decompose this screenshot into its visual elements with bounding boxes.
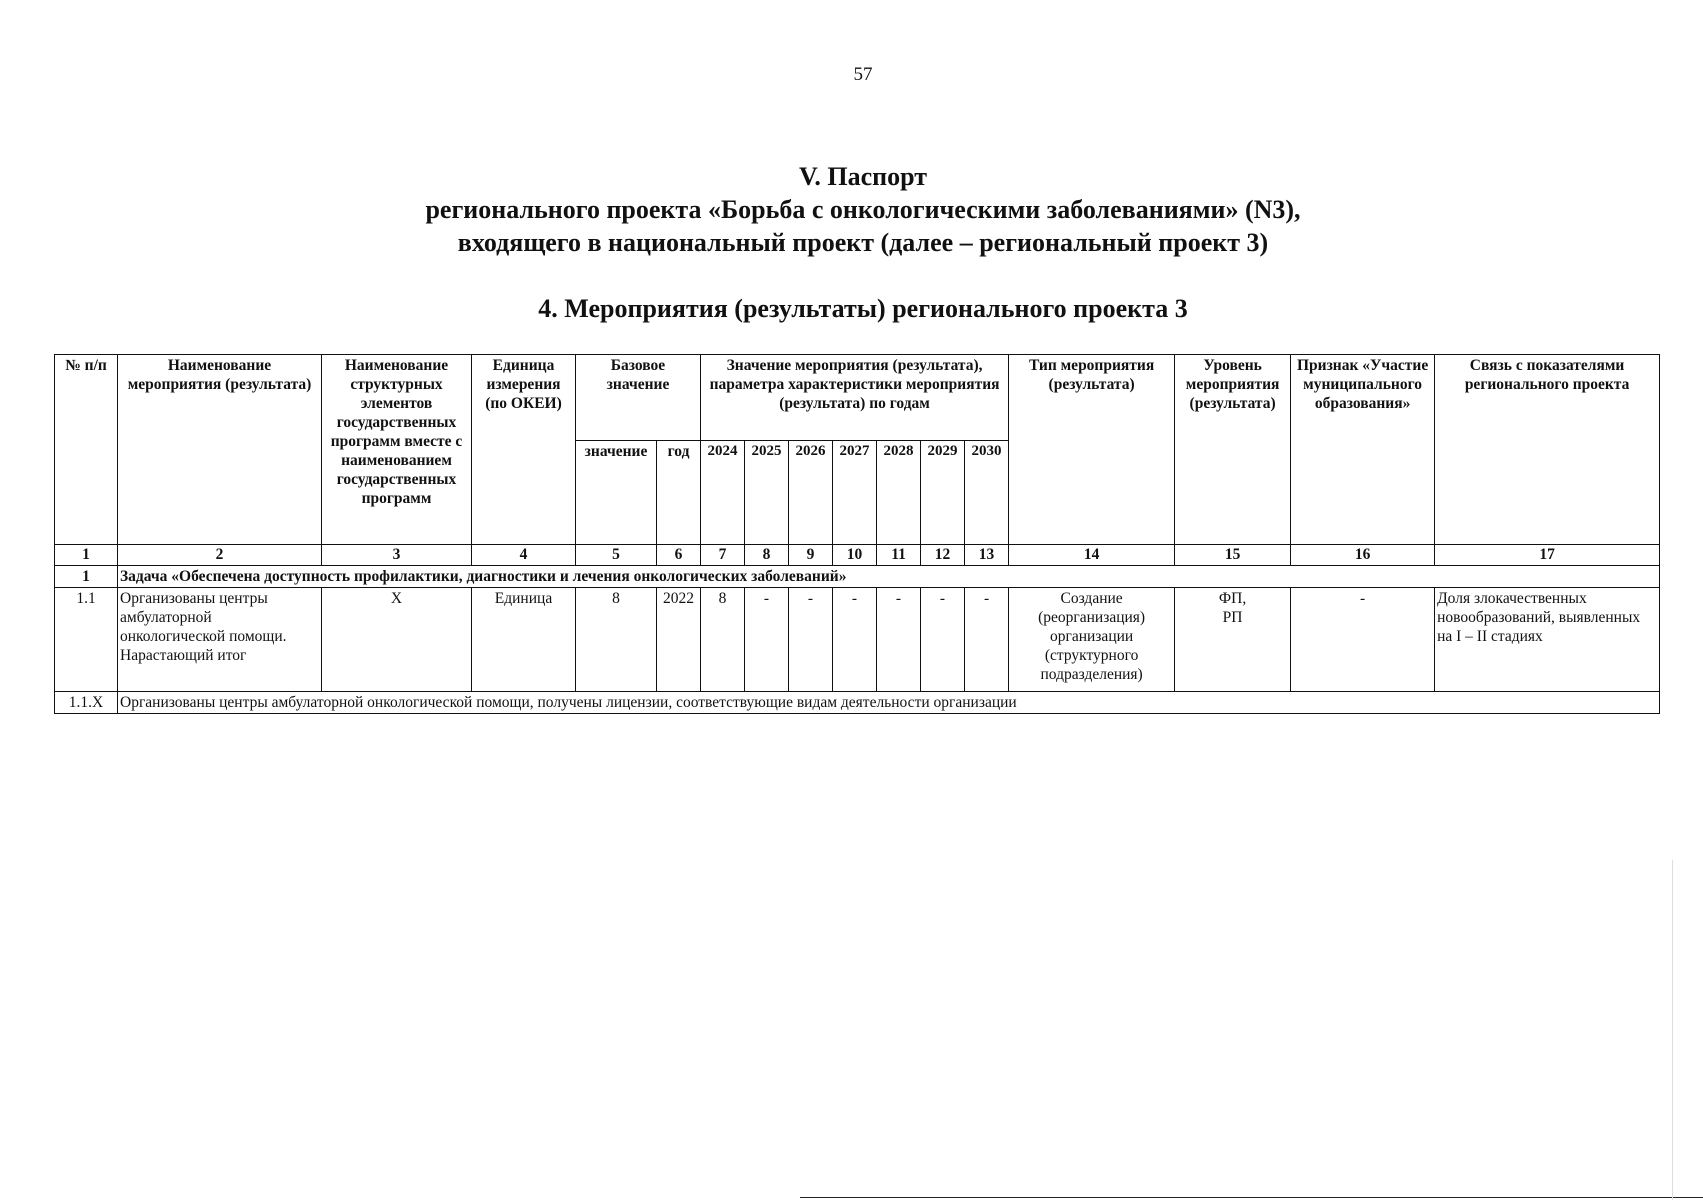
measures-table [54, 354, 1660, 714]
column-number: 7 [701, 545, 745, 566]
column-number: 14 [1009, 545, 1175, 566]
title-line-3: входящего в национальный проект (далее – региональный проект 3) [457, 228, 1269, 257]
task-text: Задача «Обеспечена доступность профилактики, диагностики и лечения онкологических заболеваний» [118, 566, 1660, 588]
row-num: 1.1 [55, 588, 118, 692]
row-level-line-1: ФП, [1218, 590, 1247, 607]
header-year: 2026 [789, 441, 833, 545]
column-number: 9 [789, 545, 833, 566]
header-values-by-year: Значение мероприятия (результата), параметра характеристики мероприятия (результата) по годам [701, 355, 1009, 441]
header-indicator-link: Связь с показателями регионального проекта [1435, 355, 1660, 545]
header-year: 2028 [877, 441, 921, 545]
header-structural-elements: Наименование структурных элементов государственных программ вместе с наименованием государственных программ [322, 355, 472, 545]
row-year-value: 8 [701, 588, 745, 692]
row-base-value: 8 [576, 588, 657, 692]
column-number: 5 [576, 545, 657, 566]
row-unit: Единица [472, 588, 576, 692]
column-number: 1 [55, 545, 118, 566]
column-number: 13 [965, 545, 1009, 566]
header-level: Уровень мероприятия (результата) [1175, 355, 1291, 545]
column-number: 15 [1175, 545, 1291, 566]
row-type: Создание (реорганизация) организации (структурного подразделения) [1009, 588, 1175, 692]
row-year-value: - [789, 588, 833, 692]
row-indicator-link [1435, 588, 1660, 692]
title-line-2: регионального проекта «Борьба с онкологическими заболеваниями» (N3), [425, 195, 1301, 224]
header-unit: Единица измерения (по ОКЕИ) [472, 355, 576, 545]
section-title: 4. Мероприятия (результаты) регионального проекта 3 [538, 294, 1188, 323]
row-indicator-link-line-1: Доля злокачественных новообразований, выявленных [1437, 590, 1641, 626]
note-num: 1.1.Х [55, 692, 118, 714]
note-row [55, 692, 1660, 714]
header-num: № п/п [55, 355, 118, 545]
row-municipal-sign: - [1291, 588, 1435, 692]
note-text: Организованы центры амбулаторной онкологической помощи, получены лицензии, соответствующие видам деятельности организации [118, 692, 1660, 714]
header-year: 2024 [701, 441, 745, 545]
row-year-value: - [877, 588, 921, 692]
row-structural-element: Х [322, 588, 472, 692]
header-base: Базовое значение [576, 355, 701, 441]
column-number: 10 [833, 545, 877, 566]
header-type: Тип мероприятия (результата) [1009, 355, 1175, 545]
column-number: 4 [472, 545, 576, 566]
row-level [1175, 588, 1291, 692]
column-number: 11 [877, 545, 921, 566]
header-year: 2027 [833, 441, 877, 545]
row-year-value: - [921, 588, 965, 692]
title-line-1: V. Паспорт [798, 162, 928, 191]
page-number: 57 [853, 64, 873, 85]
header-base-value: значение [576, 441, 657, 545]
task-num: 1 [55, 566, 118, 588]
column-number: 12 [921, 545, 965, 566]
row-year-value: - [745, 588, 789, 692]
row-year-value: - [833, 588, 877, 692]
column-number: 3 [322, 545, 472, 566]
column-number: 2 [118, 545, 322, 566]
column-numbers-row [55, 545, 1660, 566]
task-row [55, 566, 1660, 588]
header-year: 2029 [921, 441, 965, 545]
header-year: 2025 [745, 441, 789, 545]
column-number: 16 [1291, 545, 1435, 566]
column-number: 8 [745, 545, 789, 566]
row-year-value: - [965, 588, 1009, 692]
row-name: Организованы центры амбулаторной онкологической помощи. Нарастающий итог [118, 588, 322, 692]
scan-border-line [800, 1197, 1703, 1198]
row-level-line-2: РП [1222, 609, 1243, 626]
column-number: 17 [1435, 545, 1660, 566]
header-municipal-sign: Признак «Участие муниципального образования» [1291, 355, 1435, 545]
column-number: 6 [657, 545, 701, 566]
table-row [55, 588, 1660, 692]
header-year: 2030 [965, 441, 1009, 545]
header-name: Наименование мероприятия (результата) [118, 355, 322, 545]
passport-title [0, 160, 1703, 259]
scan-edge-line [1672, 860, 1673, 1200]
header-base-year: год [657, 441, 701, 545]
row-indicator-link-line-2: на I – II стадиях [1437, 628, 1543, 645]
row-base-year: 2022 [657, 588, 701, 692]
